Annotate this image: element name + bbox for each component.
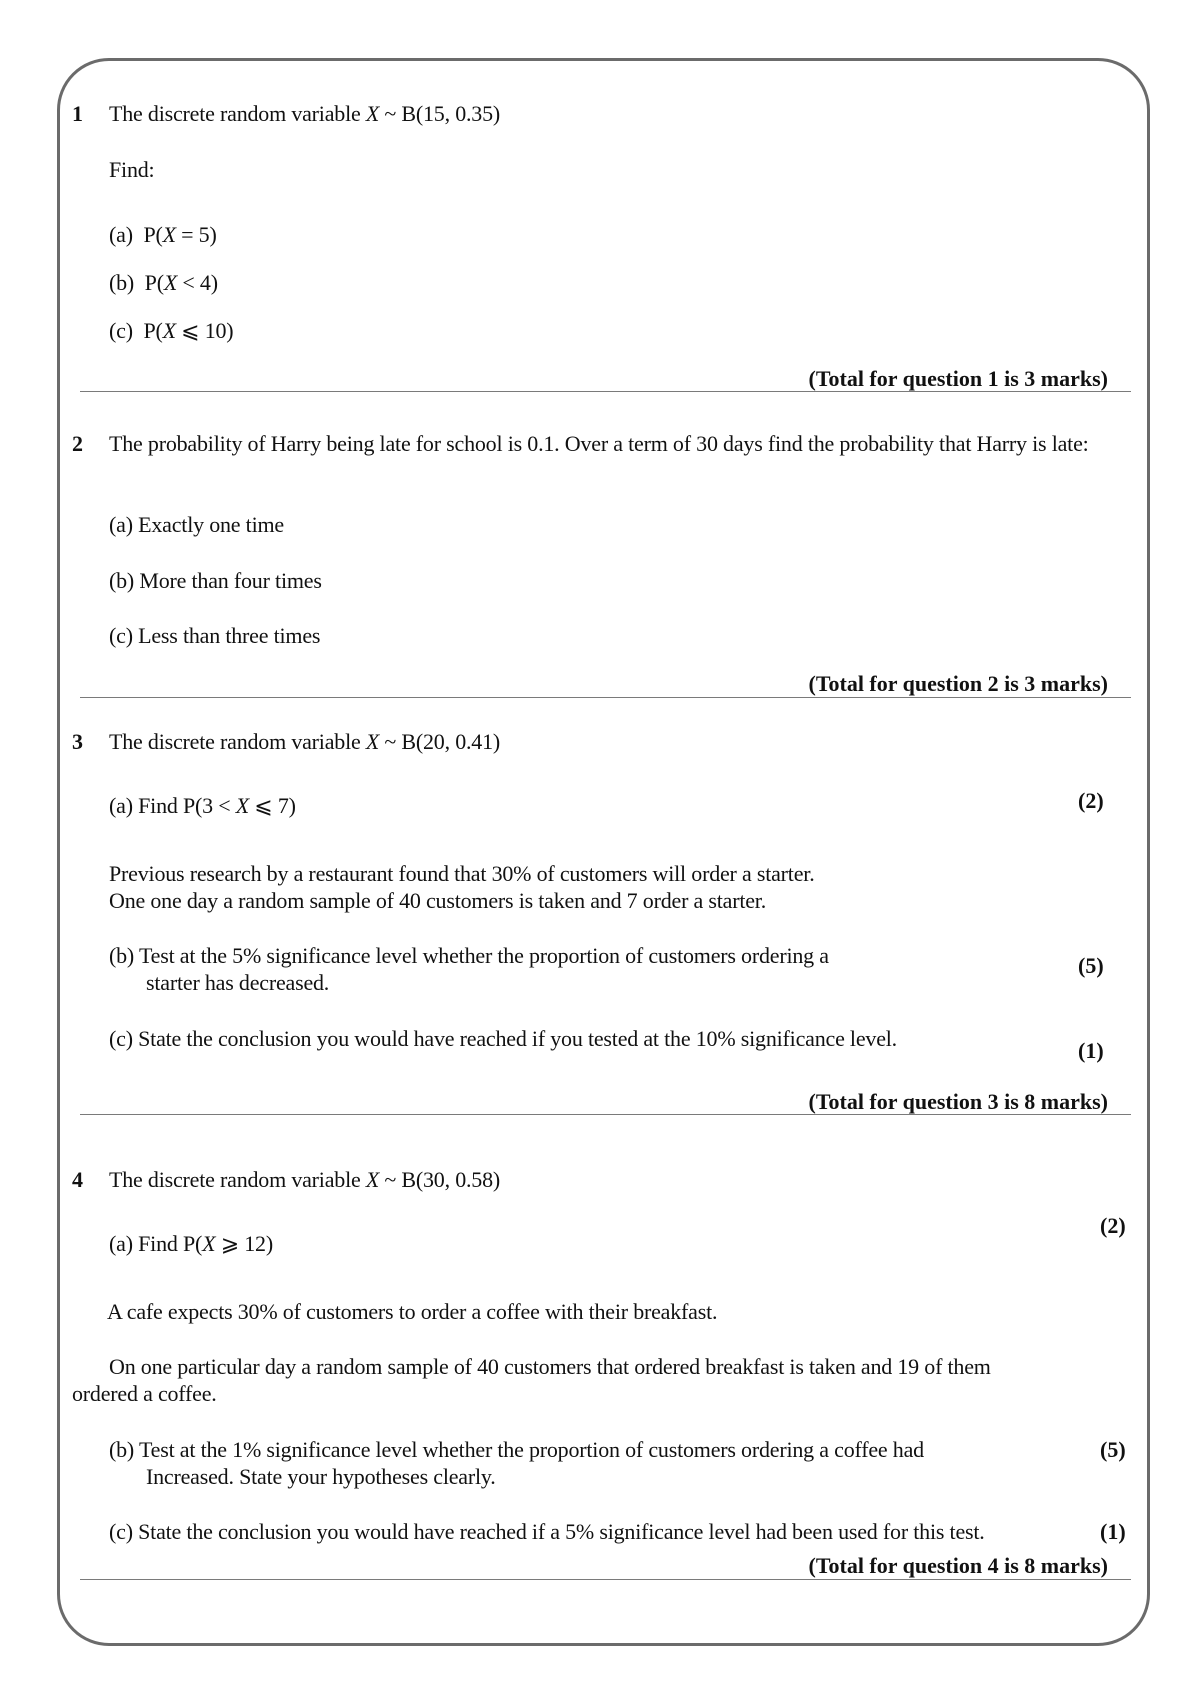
question-4-number: 4 [72,1167,83,1192]
part-text: = 5) [175,222,217,247]
question-2-number: 2 [72,431,83,456]
part-text: ⩾ 12) [215,1231,273,1256]
question-2-total: (Total for question 2 is 3 marks) [808,671,1108,696]
part-label: (b) [109,270,135,295]
part-text: (a) Find P( [109,1231,203,1256]
question-2-part-c: (c) Less than three times [109,623,321,648]
question-4-context-2-line-2: ordered a coffee. [72,1381,217,1406]
part-label: (c) [109,318,133,343]
question-2-part-b: (b) More than four times [109,568,322,593]
part-label: (a) [109,222,133,247]
question-4-part-a-marks: (2) [1100,1213,1126,1238]
question-3-context-line-2: One one day a random sample of 40 customers is taken and 7 order a starter. [109,888,767,913]
part-text: (a) Find P(3 < [109,793,236,818]
part-variable: X [163,270,178,295]
part-variable: X [162,318,176,343]
question-4-context-2-line-1: On one particular day a random sample of 40 customers that ordered breakfast is taken and 19 of them [109,1354,991,1379]
part-text: ⩽ 7) [248,793,296,818]
stem-variable: X [365,1167,380,1192]
part-text: ⩽ 10) [175,318,234,343]
divider [80,1579,1131,1580]
question-3-part-a [109,792,296,819]
part-variable: X [162,222,176,247]
question-3-total: (Total for question 3 is 8 marks) [808,1089,1108,1114]
stem-text: The discrete random variable [109,729,366,754]
question-3-part-b-marks: (5) [1078,953,1104,978]
part-variable: X [235,793,249,818]
question-1-number: 1 [72,101,83,126]
question-3-part-b-line-2: starter has decreased. [146,970,330,995]
question-4-part-c-marks: (1) [1100,1519,1126,1544]
stem-distribution: ~ B(20, 0.41) [379,729,501,754]
divider [80,1114,1131,1115]
question-1-part-c [109,317,233,344]
question-4-part-c: (c) State the conclusion you would have reached if a 5% significance level had been used for this test. [109,1519,985,1544]
part-text: < 4) [177,270,218,295]
stem-variable: X [365,101,380,126]
question-3-context-line-1: Previous research by a restaurant found that 30% of customers will order a starter. [109,861,815,886]
question-2-part-a: (a) Exactly one time [109,512,284,537]
question-1-part-b [109,269,218,296]
question-1-total: (Total for question 1 is 3 marks) [808,366,1108,391]
question-3-part-c-marks: (1) [1078,1038,1104,1063]
question-1-stem [109,100,500,127]
part-text: P( [143,222,163,247]
question-4-part-b-line-2: Increased. State your hypotheses clearly. [146,1464,496,1489]
question-4-stem [109,1166,500,1193]
divider [80,391,1131,392]
question-3-number: 3 [72,729,83,754]
page-border [57,58,1150,1646]
question-3-part-b-line-1: (b) Test at the 5% significance level whether the proportion of customers ordering a [109,943,829,968]
question-1-find: Find: [109,157,155,182]
stem-distribution: ~ B(30, 0.58) [379,1167,501,1192]
part-text: P( [143,318,163,343]
question-3-part-a-marks: (2) [1078,788,1104,813]
stem-variable: X [365,729,380,754]
stem-text: The discrete random variable [109,101,366,126]
stem-text: The discrete random variable [109,1167,366,1192]
divider [80,697,1131,698]
question-3-part-c: (c) State the conclusion you would have reached if you tested at the 10% significance level. [109,1026,897,1051]
question-1-part-a [109,221,217,248]
question-3-stem [109,728,500,755]
question-4-part-b-marks: (5) [1100,1437,1126,1462]
question-4-part-a [109,1230,273,1257]
question-4-total: (Total for question 4 is 8 marks) [808,1553,1108,1578]
stem-distribution: ~ B(15, 0.35) [379,101,501,126]
part-text: P( [144,270,164,295]
question-2-stem: The probability of Harry being late for school is 0.1. Over a term of 30 days find the probability that Harry is late: [109,431,1089,456]
part-variable: X [202,1231,216,1256]
question-4-part-b-line-1: (b) Test at the 1% significance level whether the proportion of customers ordering a coffee had [109,1437,924,1462]
question-4-context-1: A cafe expects 30% of customers to order a coffee with their breakfast. [107,1299,718,1324]
